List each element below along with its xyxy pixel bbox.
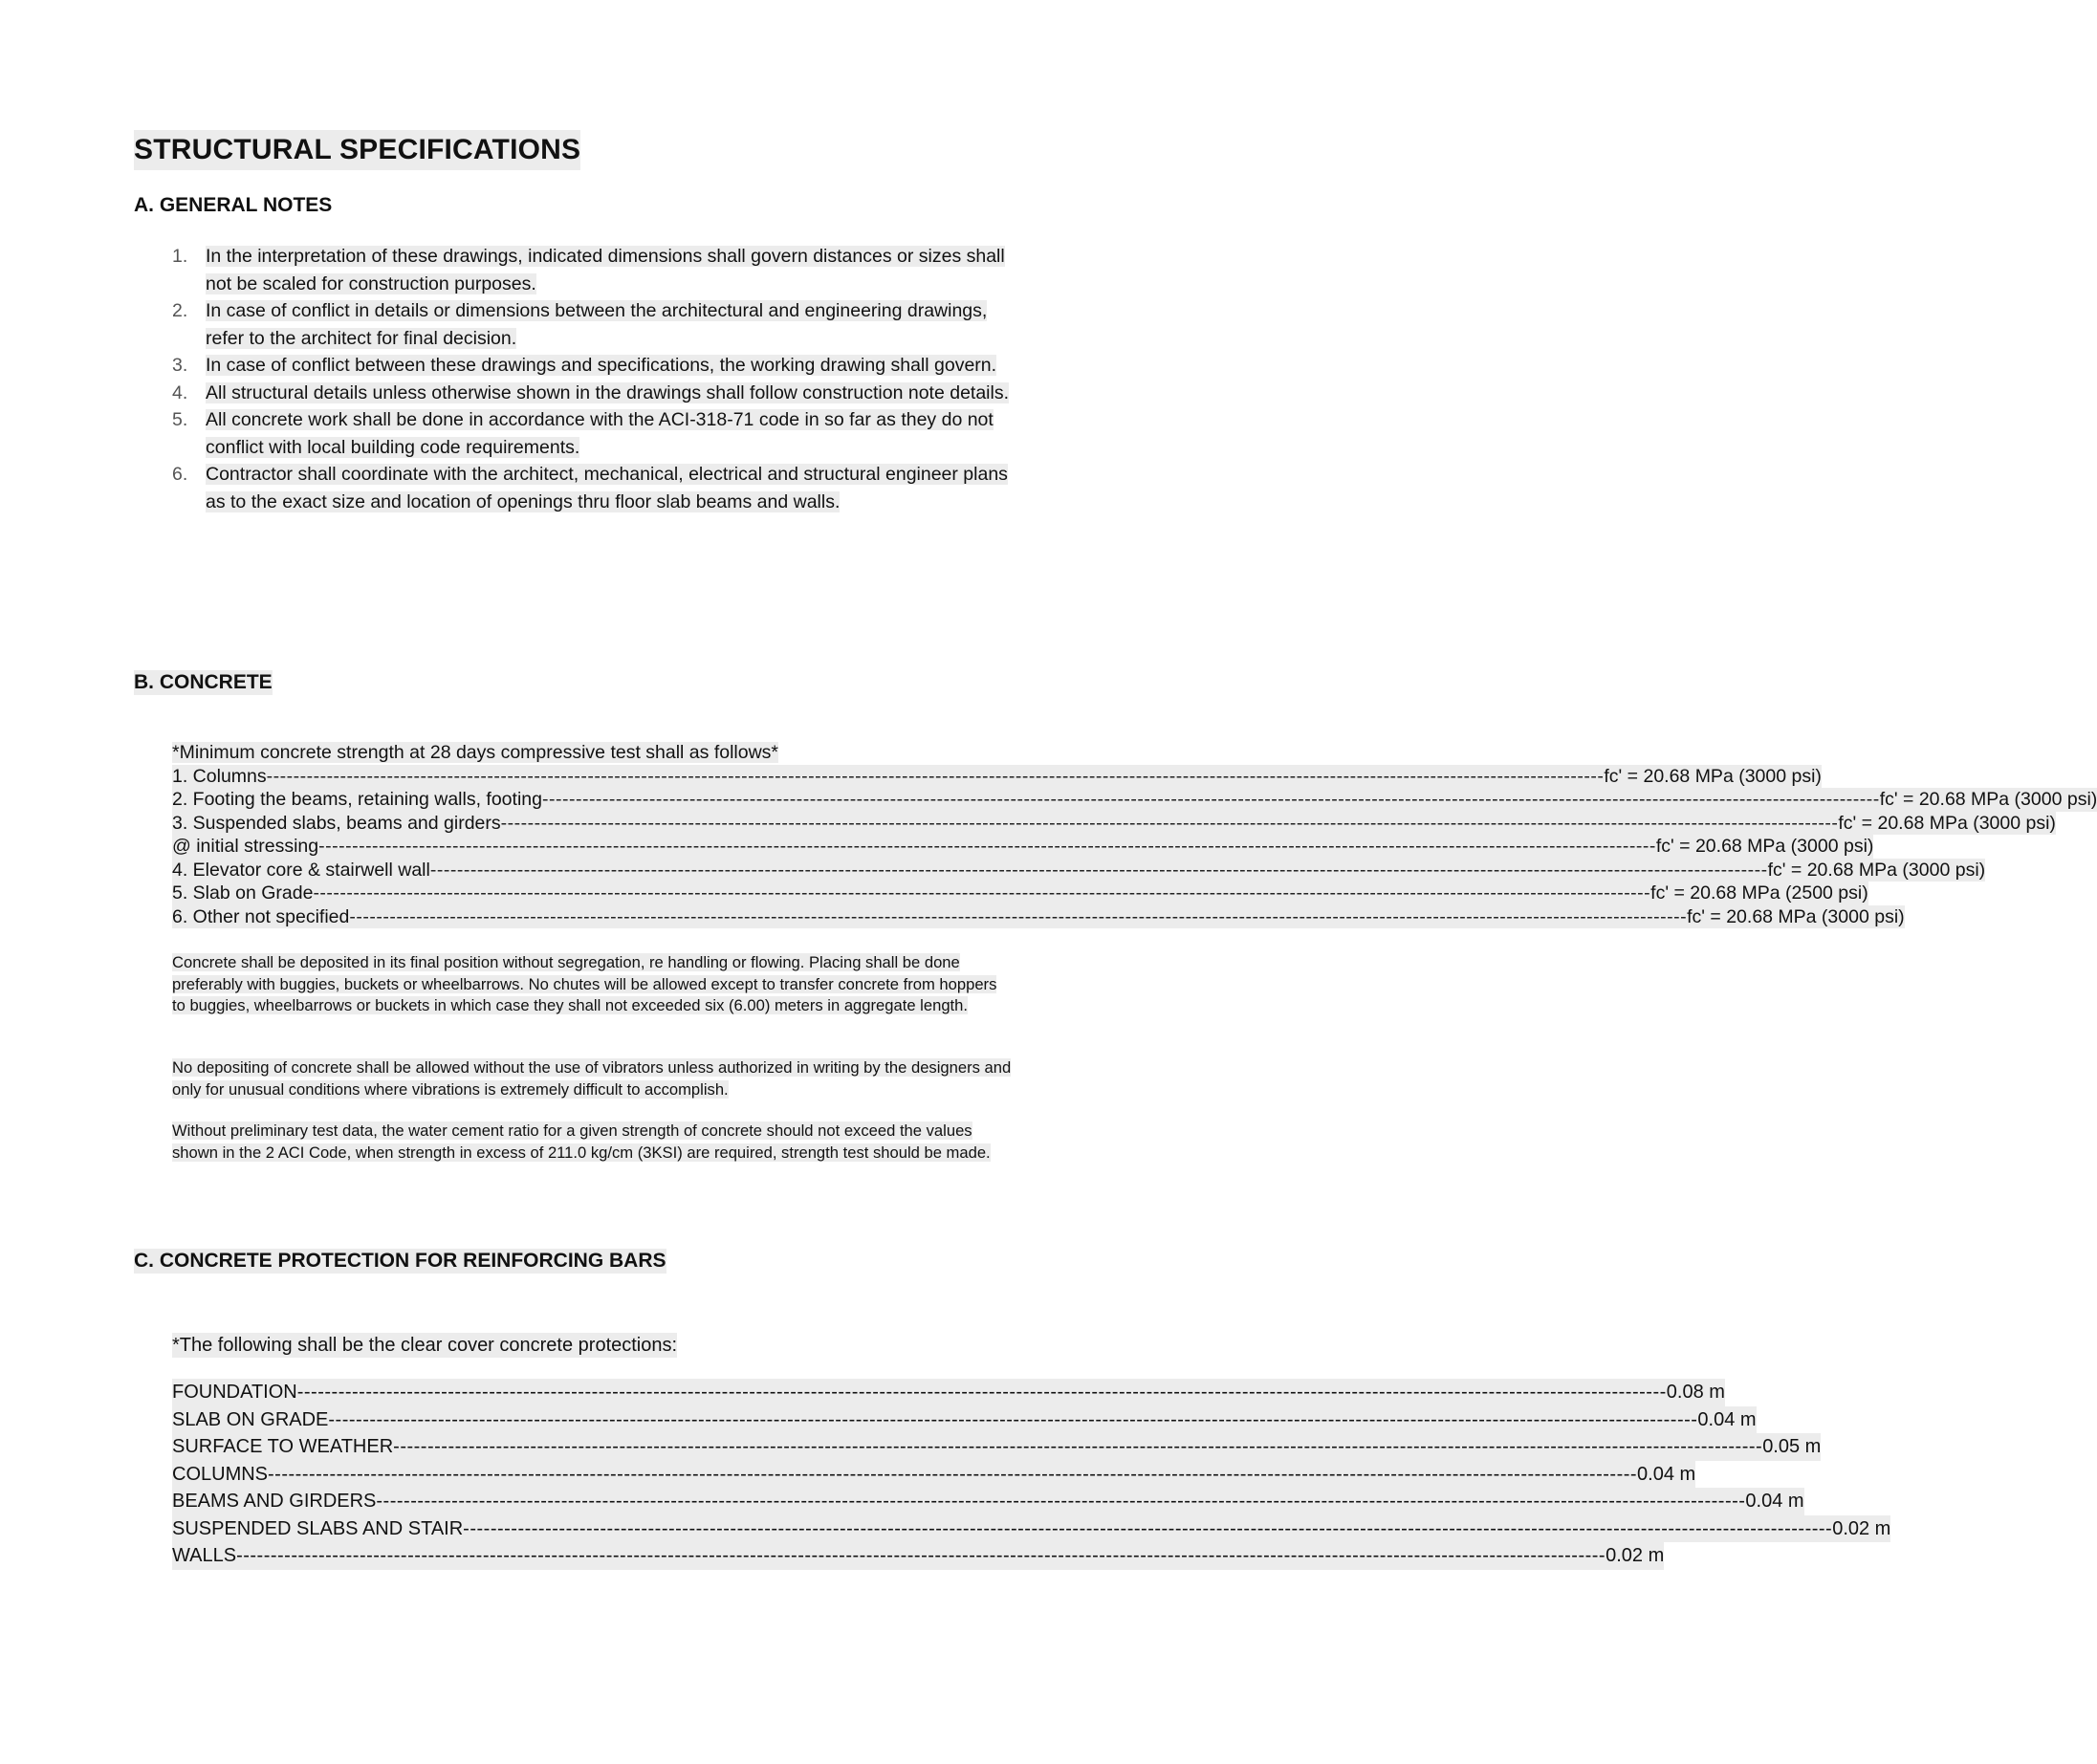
leader-dashes: --------------------------------------------------------------------------------------------------------------------------------------------------------------------------------------------------------	[463, 1515, 1832, 1543]
clear-cover-list	[172, 1379, 1891, 1570]
general-note: 5. All concrete work shall be done in accordance with the ACI-318-71 code in so far as they do not conflict with local building code requirements.	[172, 409, 994, 458]
cover-intro: *The following shall be the clear cover concrete protections:	[172, 1335, 678, 1356]
strength-row: 3. Suspended slabs, beams and girders -------------------------------------------------------------------------------------------------------------------------------------------------------------------------------------------------------- fc' = 20.68 MPa (3000 psi)	[172, 812, 2056, 834]
section-b-heading: B. CONCRETE	[134, 671, 273, 693]
concrete-strength-table	[172, 741, 2097, 928]
leader-dashes: --------------------------------------------------------------------------------------------------------------------------------------------------------------------------------------------------------	[500, 812, 1839, 834]
general-note: 4. All structural details unless otherwise shown in the drawings shall follow construction note details.	[172, 381, 1010, 403]
general-note: 3. In case of conflict between these drawings and specifications, the working drawing shall govern.	[172, 355, 997, 376]
general-note: 2. In case of conflict in details or dimensions between the architectural and engineering drawings, refer to the architect for final decision.	[172, 300, 988, 349]
section-c-heading: C. CONCRETE PROTECTION FOR REINFORCING BARS	[134, 1250, 666, 1272]
cover-row: SUSPENDED SLABS AND STAIR -------------------------------------------------------------------------------------------------------------------------------------------------------------------------------------------------------- 0.02 m	[172, 1515, 729, 1543]
section-a-heading: A. GENERAL NOTES	[134, 194, 333, 216]
leader-dashes: --------------------------------------------------------------------------------------------------------------------------------------------------------------------------------------------------------	[297, 1379, 1667, 1406]
cover-row: COLUMNS -------------------------------------------------------------------------------------------------------------------------------------------------------------------------------------------------------- 0.04 m	[172, 1461, 729, 1489]
strength-intro: *Minimum concrete strength at 28 days compressive test shall as follows*	[172, 742, 779, 763]
strength-row: 6. Other not specified -------------------------------------------------------------------------------------------------------------------------------------------------------------------------------------------------------- fc' = 20.68 MPa (3000 psi)	[172, 905, 1905, 927]
strength-row: 5. Slab on Grade -------------------------------------------------------------------------------------------------------------------------------------------------------------------------------------------------------- fc' = 20.68 MPa (2500 psi)	[172, 882, 1868, 904]
leader-dashes: --------------------------------------------------------------------------------------------------------------------------------------------------------------------------------------------------------	[393, 1433, 1762, 1461]
strength-row: 1. Columns -------------------------------------------------------------------------------------------------------------------------------------------------------------------------------------------------------- fc' = 20.68 MPa (3000 psi)	[172, 765, 1822, 787]
leader-dashes: --------------------------------------------------------------------------------------------------------------------------------------------------------------------------------------------------------	[313, 882, 1651, 904]
leader-dashes: --------------------------------------------------------------------------------------------------------------------------------------------------------------------------------------------------------	[328, 1406, 1697, 1434]
cover-row: FOUNDATION -------------------------------------------------------------------------------------------------------------------------------------------------------------------------------------------------------- 0.08 m	[172, 1379, 729, 1406]
leader-dashes: --------------------------------------------------------------------------------------------------------------------------------------------------------------------------------------------------------	[541, 789, 1880, 810]
general-note: 1. In the interpretation of these drawings, indicated dimensions shall govern distances or sizes shall not be scaled for construction purposes.	[172, 246, 1005, 294]
cover-row: SURFACE TO WEATHER -------------------------------------------------------------------------------------------------------------------------------------------------------------------------------------------------------- 0.05 m	[172, 1433, 729, 1461]
document-title: STRUCTURAL SPECIFICATIONS	[134, 130, 580, 170]
concrete-placing-paragraph: Concrete shall be deposited in its final position without segregation, re handling or flowing. Placing shall be done preferably with buggies, buckets or wheelbarrows. No chutes will be allowed except to transfer concrete from hoppers to buggies, wheelbarrows or buckets in which case they shall not exceeded six (6.00) meters in aggregate length.	[172, 953, 997, 1014]
strength-row: @ initial stressing -------------------------------------------------------------------------------------------------------------------------------------------------------------------------------------------------------- fc' = 20.68 MPa (3000 psi)	[172, 836, 1874, 857]
leader-dashes: --------------------------------------------------------------------------------------------------------------------------------------------------------------------------------------------------------	[429, 859, 1768, 881]
strength-row: 2. Footing the beams, retaining walls, footing -------------------------------------------------------------------------------------------------------------------------------------------------------------------------------------------------------- fc' = 20.68 MPa (3000 psi)	[172, 789, 2097, 810]
leader-dashes: --------------------------------------------------------------------------------------------------------------------------------------------------------------------------------------------------------	[349, 905, 1688, 927]
cover-row: BEAMS AND GIRDERS -------------------------------------------------------------------------------------------------------------------------------------------------------------------------------------------------------- 0.04 m	[172, 1488, 729, 1515]
general-notes-list	[172, 243, 1014, 515]
leader-dashes: --------------------------------------------------------------------------------------------------------------------------------------------------------------------------------------------------------	[266, 765, 1605, 787]
leader-dashes: --------------------------------------------------------------------------------------------------------------------------------------------------------------------------------------------------------	[236, 1542, 1606, 1570]
leader-dashes: --------------------------------------------------------------------------------------------------------------------------------------------------------------------------------------------------------	[268, 1461, 1637, 1489]
general-note: 6. Contractor shall coordinate with the architect, mechanical, electrical and structural engineer plans as to the exact size and location of openings thru floor slab beams and walls.	[172, 464, 1008, 512]
leader-dashes: --------------------------------------------------------------------------------------------------------------------------------------------------------------------------------------------------------	[376, 1488, 1745, 1515]
cover-row: SLAB ON GRADE -------------------------------------------------------------------------------------------------------------------------------------------------------------------------------------------------------- 0.04 m	[172, 1406, 729, 1434]
leader-dashes: --------------------------------------------------------------------------------------------------------------------------------------------------------------------------------------------------------	[318, 836, 1656, 857]
vibrator-paragraph: No depositing of concrete shall be allowed without the use of vibrators unless authorized in writing by the designers and only for unusual conditions where vibrations is extremely difficult to accomplish.	[172, 1058, 1012, 1099]
water-cement-paragraph: Without preliminary test data, the water cement ratio for a given strength of concrete should not exceed the values shown in the 2 ACI Code, when strength in excess of 211.0 kg/cm (3KSI) are required, strength test should be made.	[172, 1122, 991, 1162]
cover-row: WALLS -------------------------------------------------------------------------------------------------------------------------------------------------------------------------------------------------------- 0.02 m	[172, 1542, 729, 1570]
strength-row: 4. Elevator core & stairwell wall -------------------------------------------------------------------------------------------------------------------------------------------------------------------------------------------------------- fc' = 20.68 MPa (3000 psi)	[172, 859, 1986, 881]
